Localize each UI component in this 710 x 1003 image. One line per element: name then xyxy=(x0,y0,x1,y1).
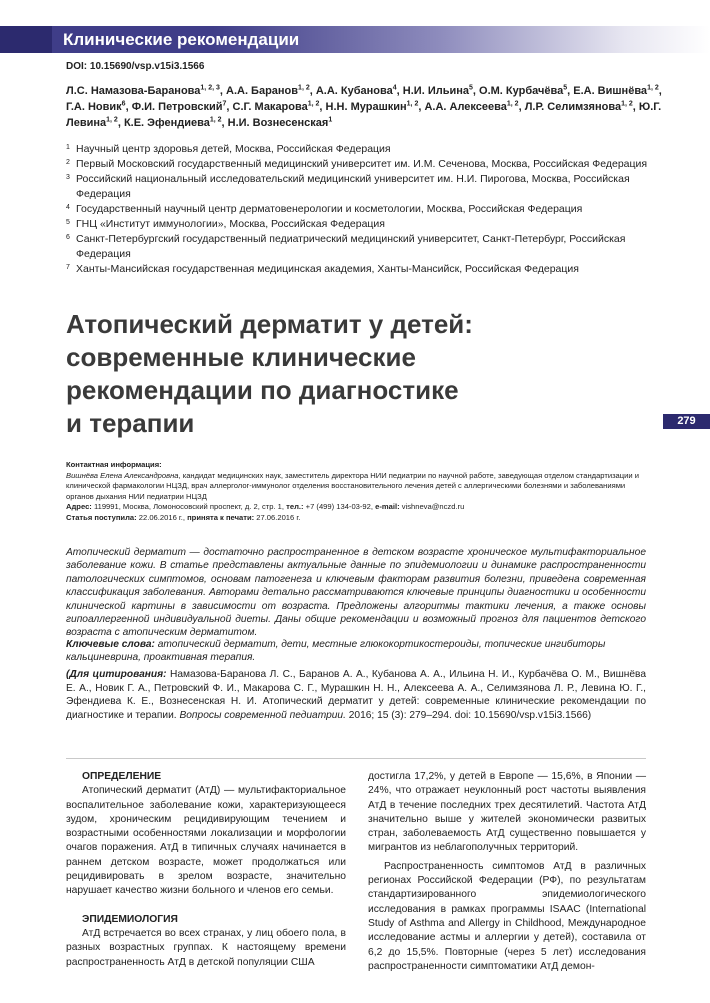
citation-journal: Вопросы современной педиатрии. xyxy=(176,709,346,721)
citation-tail: 2016; 15 (3): 279–294. doi: 10.15690/vsp.v15i3.1566) xyxy=(345,709,592,721)
affiliation-text: Научный центр здоровья детей, Москва, Российская Федерация xyxy=(76,143,391,155)
author-name: Н.И. Вознесенская xyxy=(227,117,329,129)
affiliation-text: Первый Московский государственный медицинский университет им. И.М. Сеченова, Москва, Российская Федерация xyxy=(76,158,648,170)
author xyxy=(233,101,320,113)
header-accent xyxy=(0,26,52,53)
author-name: Ю.Г. Левина xyxy=(66,101,662,129)
section-heading: ОПРЕДЕЛЕНИЕ xyxy=(82,771,162,782)
author-affiliation-marker: 1 xyxy=(328,116,333,124)
affiliation xyxy=(66,217,678,232)
section-title: Клинические рекомендации xyxy=(63,30,300,49)
author-affiliation-marker: 6 xyxy=(121,100,126,108)
phone-label: тел.: xyxy=(286,502,304,511)
body-paragraph: АтД встречается во всех странах, у лиц обоего пола, в разных возрастных группах. К настоящему времени распространенность АтД в детской популяции США xyxy=(66,927,346,968)
affiliation-number: 6 xyxy=(66,234,70,241)
author xyxy=(66,101,126,113)
affiliation-number: 4 xyxy=(66,204,70,211)
keywords-label: Ключевые слова: xyxy=(66,639,155,650)
title-line: рекомендации по диагностике xyxy=(66,375,459,405)
author-name: А.А. Алексеева xyxy=(424,101,507,113)
contact-person-details: , кандидат медицинских наук, заместитель директора НИИ педиатрии по научной работе, заведующая отделом стандартизации и клинической фармакологии НЦЗД, врач аллерголог-иммунолог отделения восстановительного лечения детей с аллергическими болезнями и заболеваниями органов дыхания НИИ педиатрии НЦЗД xyxy=(66,470,639,501)
author-affiliation-marker: 5 xyxy=(469,84,473,92)
author-affiliation-marker: 1, 2 xyxy=(298,84,310,92)
author-name: О.М. Курбачёва xyxy=(479,85,564,97)
affiliation xyxy=(66,262,678,277)
phone: +7 (499) 134-03-92, xyxy=(303,502,373,511)
page-number: 279 xyxy=(663,414,710,429)
keywords-text: атопический дерматит, дети, местные глюкокортикостероиды, топические ингибиторы кальциневрина, проактивная терапия. xyxy=(66,639,606,664)
address: 119991, Москва, Ломоносовский проспект, д. 2, стр. 1, xyxy=(91,502,285,511)
body-column-left xyxy=(66,770,346,970)
affiliation xyxy=(66,172,678,202)
author-list: Л.С. Намазова-Баранова$^{1, 2, 3}$, А.А. Баранов$^{1, 2}$, А.А. Кубанова$^4$, Н.И. Ильина$^5$, О.М. Курбачёва$^5$, Е.А. Вишнёва$^{1, 2}$, Г.А. Новик$^6$, Ф.И. Петровский$^7$, С.Г. Макарова$^{1, 2}$, Н.Н. Мурашкин$^{1, 2}$, А.А. Алексеева$^{1, 2}$, Л.Р. Селимзянова$^{1, 2}$, Ю.Г. Левина$^{1, 2}$, К.Е. Эфендиева$^{1, 2}$, Н.И. Вознесенская$^1$ xyxy=(66,84,662,129)
body-paragraph: достигла 17,2%, у детей в Европе — 15,6%, в Японии — 24%, что отражает неуклонный рост частоты выявления АтД в течение последних трех десятилетий. Частота АтД значительно выше у жителей экономически развитых стран, заболеваемость АтД существенно повышается у мигрантов из неблагополучных территорий. xyxy=(368,771,646,854)
author-affiliation-marker: 1, 2 xyxy=(621,100,633,108)
affiliation-number: 3 xyxy=(66,174,70,181)
author xyxy=(228,117,333,129)
author xyxy=(403,85,473,97)
affiliation-number: 5 xyxy=(66,219,70,226)
author-name: Г.А. Новик xyxy=(66,101,122,113)
author-affiliation-marker: 1, 2 xyxy=(506,100,519,108)
author-affiliation-marker: 7 xyxy=(222,100,227,108)
affiliation-text: Российский национальный исследовательский медицинский университет им. Н.И. Пирогова, Москва, Российская Федерация xyxy=(76,173,630,200)
author xyxy=(424,101,518,113)
author xyxy=(316,85,397,97)
author-affiliation-marker: 5 xyxy=(563,84,568,92)
affiliation-list xyxy=(66,142,678,277)
citation xyxy=(66,668,646,722)
accepted-date: 27.06.2016 г. xyxy=(254,512,301,522)
author-name: А.А. Кубанова xyxy=(315,85,393,97)
author-affiliation-marker: 1, 2 xyxy=(647,84,659,92)
author-name: Н.Н. Мурашкин xyxy=(325,101,407,113)
affiliation-text: ГНЦ «Институт иммунологии», Москва, Российская Федерация xyxy=(76,218,385,230)
affiliation-number: 2 xyxy=(66,159,70,166)
author xyxy=(479,85,567,97)
author-name: Н.И. Ильина xyxy=(402,85,469,97)
author-affiliation-marker: 1, 2 xyxy=(307,100,320,108)
affiliation xyxy=(66,202,678,217)
contact-person: Вишнёва Елена Александровна xyxy=(66,470,179,480)
author-name: Л.С. Намазова-Баранова xyxy=(66,85,201,97)
body-paragraph: Атопический дерматит (АтД) — мультифакториальное воспалительное заболевание кожи, характеризующееся зудом, хроническим рецидивирующим течением и возрастными особенностями локализации и морфологии очагов поражения. АтД в типичных случаях начинается в раннем детском возрасте, может продолжаться или рецидивировать в зрелом возрасте, значительно нарушает качество жизни больного и членов его семьи. xyxy=(66,785,346,897)
author xyxy=(66,85,220,97)
author-name: С.Г. Макарова xyxy=(232,101,308,113)
author xyxy=(226,85,310,97)
section-heading: ЭПИДЕМИОЛОГИЯ xyxy=(82,913,178,925)
author-name: Ф.И. Петровский xyxy=(131,101,223,113)
affiliation-text: Ханты-Мансийская государственная медицинская академия, Ханты-Мансийск, Российская Федерация xyxy=(76,263,579,275)
address-label: Адрес: xyxy=(66,502,92,511)
affiliation xyxy=(66,142,678,157)
author-name: Е.А. Вишнёва xyxy=(573,85,648,97)
author xyxy=(132,101,227,113)
author xyxy=(573,85,659,97)
author-affiliation-marker: 1, 2 xyxy=(106,116,118,124)
body-paragraph: Распространенность симптомов АтД в различных регионах Российской Федерации (РФ), по результатам стандартизированного эпидемиологического исследования в рамках программы ISAAC (International Study of Asthma and Allergy in Childhood, Международное исследование астмы и аллергии у детей), составила от 6,2 до 15,5%. Повторные (через 5 лет) исследования распространенности симптоматики АтД демон- xyxy=(368,860,646,972)
title-line: современные клинические xyxy=(66,342,416,372)
affiliation-text: Санкт-Петербургский государственный педиатрический медицинский университет, Санкт-Петербург, Российская Федерация xyxy=(76,233,626,260)
author xyxy=(525,101,633,113)
divider xyxy=(66,758,646,759)
author xyxy=(326,101,419,113)
affiliation-number: 1 xyxy=(66,144,70,151)
author-affiliation-marker: 1, 2, 3 xyxy=(200,84,220,92)
affiliation-text: Государственный научный центр дерматовенерологии и косметологии, Москва, Российская Федерация xyxy=(76,203,583,215)
author-affiliation-marker: 4 xyxy=(392,84,397,92)
affiliation xyxy=(66,157,678,172)
section-header-band xyxy=(0,26,710,53)
title-line: и терапии xyxy=(66,408,195,438)
accepted-label: принята к печати: xyxy=(187,512,255,522)
author xyxy=(124,117,222,129)
author-name: Л.Р. Селимзянова xyxy=(524,101,622,113)
doi[interactable]: DOI: 10.15690/vsp.v15i3.1566 xyxy=(66,61,205,72)
affiliation xyxy=(66,232,678,262)
received-date: 22.06.2016 г., xyxy=(136,512,185,522)
abstract: Атопический дерматит — достаточно распространенное в детском возрасте хроническое мультифакториальное заболевание кожи. В статье представлены актуальные данные по эпидемиологии и динамике распространенности патологических симптомов, основам патогенеза и ключевым факторам развития болезни, приведена современная классификация заболевания. Авторами детально рассматриваются ключевые принципы диагностики и особенности клинической картины в зависимости от возраста. Предложены алгоритмы тактики лечения, а также основы гипоаллергенной индивидуальной диеты. Даны общие рекомендации и возможный прогноз для пациентов детского возраста с атопическим дерматитом. xyxy=(66,547,646,639)
author-name: К.Е. Эфендиева xyxy=(123,117,210,129)
affiliation-number: 7 xyxy=(66,264,70,271)
email[interactable]: vishneva@nczd.ru xyxy=(399,502,465,511)
email-label: e-mail: xyxy=(375,502,400,511)
body-column-right xyxy=(368,770,646,974)
article-title xyxy=(66,308,606,440)
contact-label: Контактная информация: xyxy=(66,460,162,469)
author-affiliation-marker: 1, 2 xyxy=(406,100,419,108)
keywords xyxy=(66,638,646,665)
title-line: Атопический дерматит у детей: xyxy=(66,309,473,339)
received-label: Статья поступила: xyxy=(66,512,137,522)
citation-text: Намазова-Баранова Л. С., Баранов А. А., Кубанова А. А., Ильина Н. И., Курбачёва О. М., Вишнёва Е. А., Новик Г. А., Петровский Ф. И., Макарова С. Г., Мурашкин Н. Н., Алексеева А. А., Селимзянова Л. Р., Левина Ю. Г., Эфендиева К. Е., Вознесенская Н. И. Атопический дерматит у детей: современные клинические рекомендации по диагностике и терапии. xyxy=(66,669,646,721)
author-affiliation-marker: 1, 2 xyxy=(209,116,222,124)
author-name: А.А. Баранов xyxy=(226,85,299,97)
contact-info xyxy=(66,460,646,523)
citation-label: (Для цитирования: xyxy=(66,669,167,680)
